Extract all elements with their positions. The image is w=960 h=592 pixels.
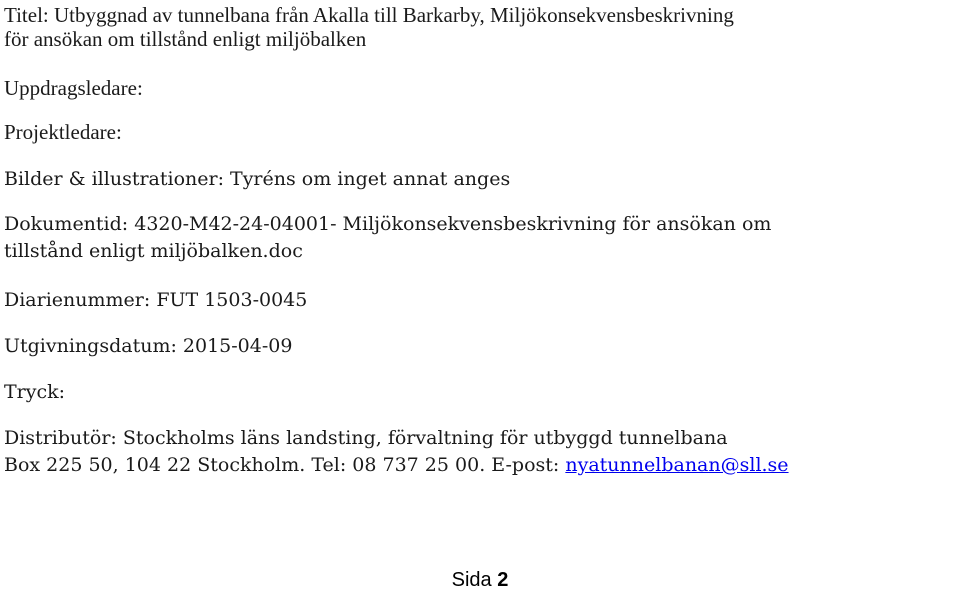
title-line-2: för ansökan om tillstånd enligt miljöbalken <box>4 27 367 51</box>
dokumentid-line-1: Dokumentid: 4320-M42-24-04001- Miljökonsekvensbeskrivning för ansökan om <box>4 213 772 235</box>
distributor-line-2: Box 225 50, 104 22 Stockholm. Tel: 08 737 25 00. E-post: <box>4 454 566 476</box>
bilder-line: Bilder & illustrationer: Tyréns om inget annat anges <box>4 168 511 190</box>
uppdragsledare-label: Uppdragsledare: <box>4 76 143 100</box>
distributor-block <box>4 425 954 479</box>
projektledare-label: Projektledare: <box>4 120 122 144</box>
page-footer <box>0 568 960 592</box>
title-line-1: Titel: Utbyggnad av tunnelbana från Akalla till Barkarby, Miljökonsekvensbeskrivning <box>4 3 734 27</box>
utgivningsdatum-line: Utgivningsdatum: 2015-04-09 <box>4 335 293 357</box>
dokumentid-line-2: tillstånd enligt miljöbalken.doc <box>4 240 303 262</box>
distributor-line-1: Distributör: Stockholms läns landsting, förvaltning för utbyggd tunnelbana <box>4 427 728 449</box>
tryck-label: Tryck: <box>4 381 66 403</box>
title-block <box>4 3 954 51</box>
email-link[interactable]: nyatunnelbanan@sll.se <box>565 454 789 476</box>
footer-page-label: Sida <box>451 569 492 591</box>
dokumentid-block <box>4 211 954 265</box>
diarienummer-line: Diarienummer: FUT 1503-0045 <box>4 289 308 311</box>
footer-page-number: 2 <box>497 569 509 591</box>
